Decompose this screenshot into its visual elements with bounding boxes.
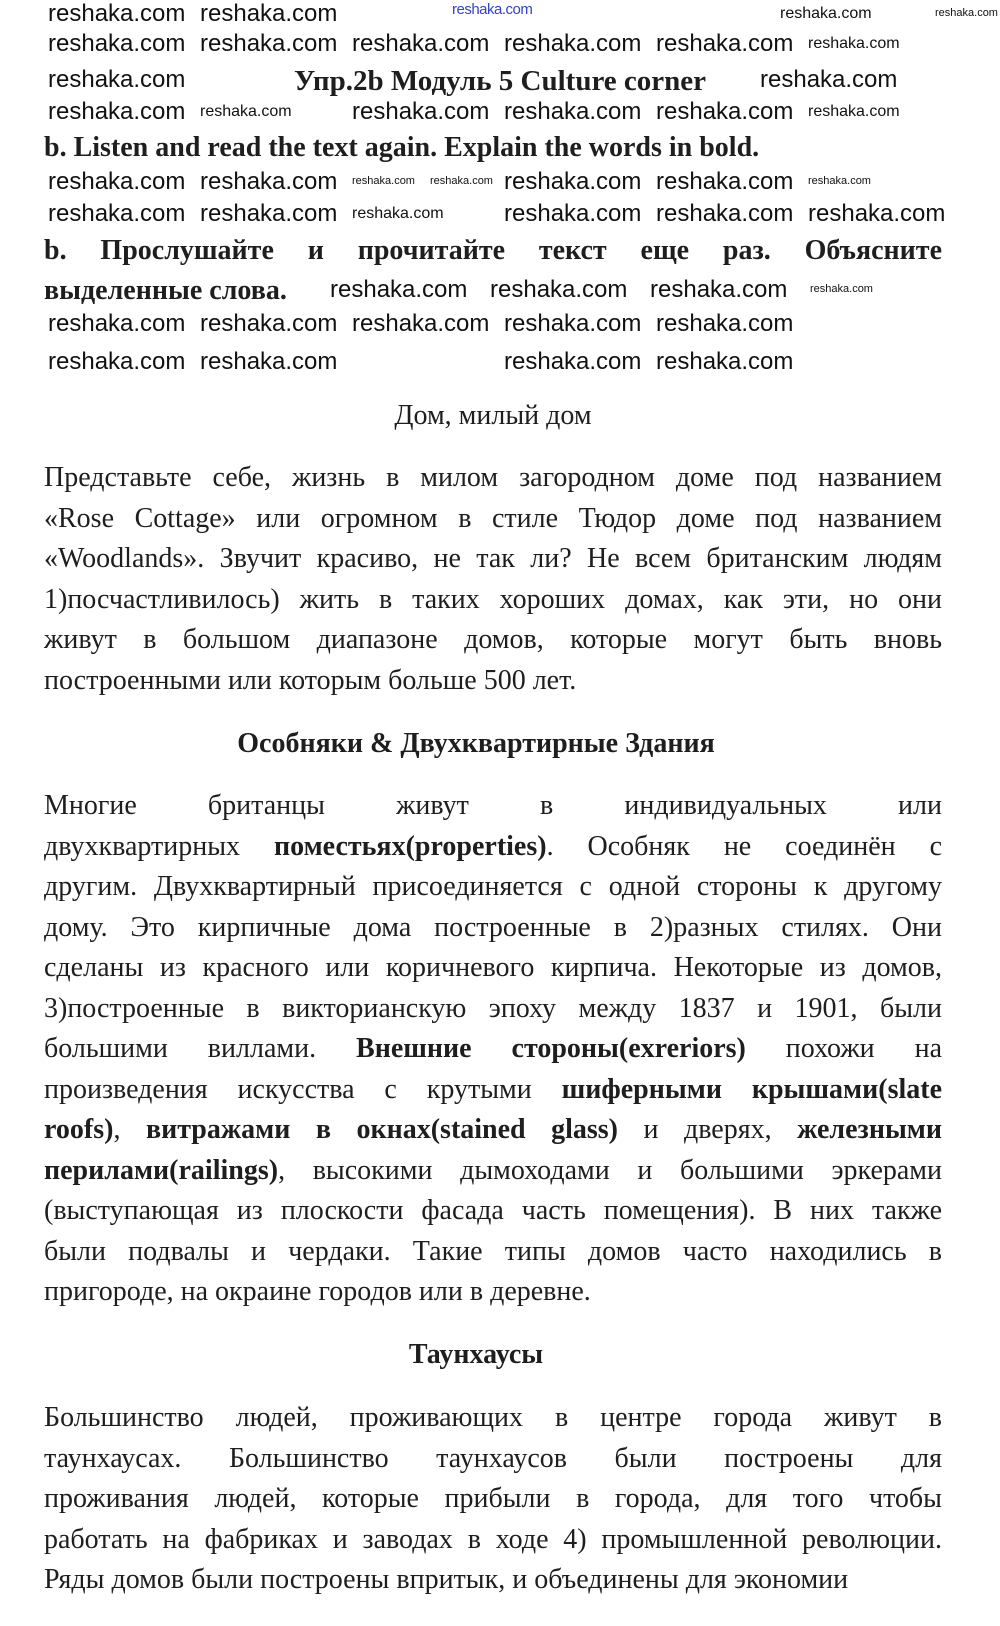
text-segment: (выступающая из плоскости фасада часть помещения). В них также <box>44 1195 942 1226</box>
text-segment: проживания людей, которые прибыли в города, для того чтобы <box>44 1483 942 1514</box>
text-segment: , <box>113 1114 146 1145</box>
watermark: reshaka.com <box>48 30 186 57</box>
watermark: reshaka.com <box>490 276 628 303</box>
text-title: Дом, милый дом <box>394 400 592 431</box>
watermark: reshaka.com <box>48 98 186 125</box>
section-heading-detached-houses: Особняки & Двухквартирные Здания <box>237 728 715 759</box>
watermark: reshaka.com <box>200 200 338 227</box>
task-english: b. Listen and read the text again. Explain the words in bold. <box>44 132 760 163</box>
watermark: reshaka.com <box>808 200 946 227</box>
watermark: reshaka.com <box>200 0 338 27</box>
watermark: reshaka.com <box>935 7 998 19</box>
text-line <box>44 584 942 616</box>
watermark: reshaka.com <box>656 168 794 195</box>
text-line <box>44 1402 942 1434</box>
text-segment: Многие британцы живут в индивидуальных или <box>44 790 942 821</box>
text-segment: двухквартирных <box>44 830 274 862</box>
text-segment: похожи на <box>745 1033 943 1064</box>
watermark: reshaka.com <box>48 310 186 337</box>
watermark: reshaka.com <box>504 30 642 57</box>
text-segment: дому. Это кирпичные дома построенные в 2)разных стилях. Они <box>44 911 942 943</box>
text-line <box>44 1443 942 1475</box>
text-line <box>44 790 942 822</box>
watermark: reshaka.com <box>48 200 186 227</box>
watermark: reshaka.com <box>656 30 794 57</box>
text-line <box>44 665 942 697</box>
text-segment: сделаны из красного или коричневого кирпича. Некоторые из домов, <box>44 952 942 983</box>
text-line <box>44 912 942 944</box>
text-segment: большими виллами. <box>44 1033 357 1064</box>
text-line <box>44 1564 942 1596</box>
bold-term: Внешние стороны(exreriors) <box>356 1033 746 1064</box>
watermark: reshaka.com <box>810 283 873 295</box>
watermark: reshaka.com <box>200 348 338 375</box>
watermark: reshaka.com <box>760 66 898 93</box>
watermark: reshaka.com <box>200 30 338 57</box>
watermark: reshaka.com <box>48 0 186 27</box>
text-line <box>44 952 942 984</box>
watermark: reshaka.com <box>200 168 338 195</box>
text-line <box>44 462 942 494</box>
watermark: reshaka.com <box>200 103 292 120</box>
watermark: reshaka.com <box>48 168 186 195</box>
bold-term: железными <box>797 1114 943 1145</box>
bold-term: поместьях(properties) <box>274 830 547 862</box>
text-line <box>44 1114 942 1146</box>
text-segment: «Rose Cottage» или огромном в стиле Тюдор доме под названием <box>44 502 942 534</box>
bold-term: перилами(railings) <box>44 1154 279 1186</box>
watermark: reshaka.com <box>656 348 794 375</box>
watermark: reshaka.com <box>780 5 872 22</box>
text-segment: Большинство людей, проживающих в центре города живут в <box>44 1402 942 1433</box>
text-line <box>44 503 942 535</box>
watermark: reshaka.com <box>504 310 642 337</box>
watermark: reshaka.com <box>504 168 642 195</box>
text-segment: были подвалы и чердаки. Такие типы домов часто находились в <box>44 1235 942 1267</box>
watermark: reshaka.com <box>352 205 444 222</box>
text-line <box>44 624 942 656</box>
watermark: reshaka.com <box>808 175 871 187</box>
text-segment: , высокими дымоходами и большими эркерами <box>278 1154 942 1186</box>
text-segment: Представьте себе, жизнь в милом загородном доме под названием <box>44 462 942 493</box>
watermark: reshaka.com <box>656 310 794 337</box>
page-title: Упр.2b Модуль 5 Culture corner <box>293 65 707 97</box>
text-line <box>44 1483 942 1515</box>
text-segment: 1)посчастливилось) жить в таких хороших домах, как эти, но они <box>44 583 942 615</box>
watermark: reshaka.com <box>352 310 490 337</box>
watermark: reshaka.com <box>48 348 186 375</box>
watermark: reshaka.com <box>650 276 788 303</box>
text-segment: . Особняк не соединён с <box>546 830 943 862</box>
watermark: reshaka.com <box>656 200 794 227</box>
text-line <box>44 1195 942 1227</box>
section-heading-townhouses: Таунхаусы <box>408 1339 544 1370</box>
text-segment: таунхаусах. Большинство таунхаусов были построены для <box>44 1442 942 1474</box>
watermark: reshaka.com <box>656 98 794 125</box>
bold-term: шиферными крышами(slate <box>561 1073 942 1105</box>
text-line <box>44 543 942 575</box>
watermark: reshaka.com <box>352 98 490 125</box>
text-line <box>44 1276 942 1308</box>
text-segment: 3)построенные в викторианскую эпоху между 1837 и 1901, были <box>44 992 942 1024</box>
watermark: reshaka.com <box>430 175 493 187</box>
watermark: reshaka.com <box>808 35 900 52</box>
watermark: reshaka.com <box>452 1 533 18</box>
text-segment: работать на фабриках и заводах в ходе 4) промышленной революции. <box>44 1523 942 1555</box>
text-segment: живут в большом диапазоне домов, которые могут быть вновь <box>44 624 942 655</box>
bold-term: roofs) <box>44 1114 114 1145</box>
watermark: reshaka.com <box>352 30 490 57</box>
watermark: reshaka.com <box>352 175 415 187</box>
text-segment: пригороде, на окраине городов или в деревне. <box>44 1276 591 1307</box>
text-segment: другим. Двухквартирный присоединяется с одной стороны к другому <box>44 871 942 902</box>
text-line <box>44 1524 942 1556</box>
text-line <box>44 871 942 903</box>
watermark: reshaka.com <box>330 276 468 303</box>
task-russian-line: выделенные слова. <box>44 275 287 306</box>
bold-term: витражами в окнах(stained glass) <box>145 1114 619 1145</box>
watermark: reshaka.com <box>808 103 900 120</box>
watermark: reshaka.com <box>200 310 338 337</box>
text-segment: «Woodlands». Звучит красиво, не так ли? Не всем британским людям <box>44 543 942 574</box>
watermark: reshaka.com <box>504 348 642 375</box>
watermark: reshaka.com <box>504 98 642 125</box>
text-line <box>44 1236 942 1268</box>
text-line <box>44 1155 942 1187</box>
watermark: reshaka.com <box>504 200 642 227</box>
text-line <box>44 993 942 1025</box>
text-segment: и дверях, <box>618 1114 798 1145</box>
text-line <box>44 1033 942 1065</box>
task-russian-line: b. Прослушайте и прочитайте текст еще раз. Объясните <box>44 235 942 266</box>
watermark: reshaka.com <box>48 66 186 93</box>
text-line <box>44 1074 942 1106</box>
text-segment: Ряды домов были построены впритык, и объединены для экономии <box>44 1564 849 1595</box>
text-segment: построенными или которым больше 500 лет. <box>44 664 577 696</box>
text-line <box>44 831 942 863</box>
text-segment: произведения искусства с крутыми <box>44 1073 562 1105</box>
